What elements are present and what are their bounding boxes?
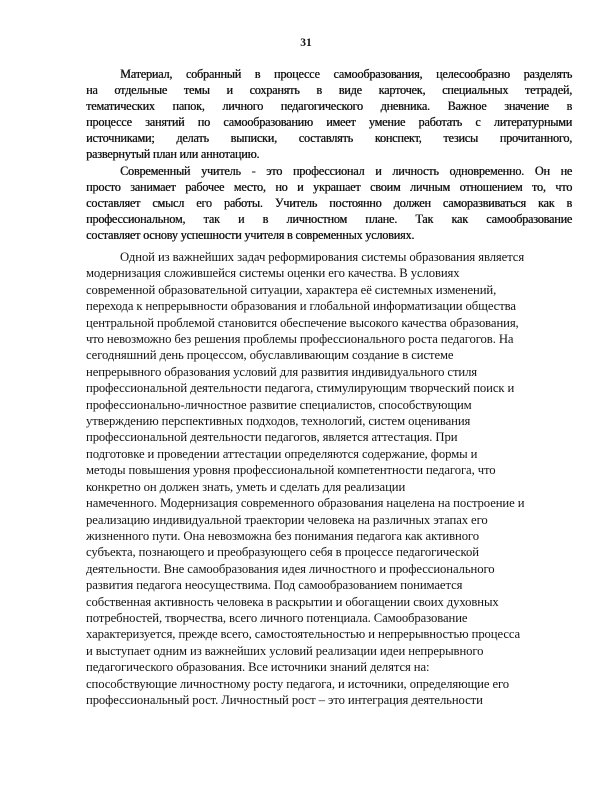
- text-line: развернутый план или аннотацию.: [86, 147, 260, 162]
- text-line: центральной проблемой становится обеспечение высокого качества образования,: [86, 315, 519, 330]
- text-line: потребностей, творчества, всего личного потенциала. Самообразование: [86, 610, 468, 625]
- text-line: намеченного. Модернизация современного образования нацелена на построение и: [86, 496, 525, 511]
- text-line: способствующие личностному росту педагога, и источники, определяющие его: [86, 676, 510, 691]
- text-line: методы повышения уровня профессиональной компетентности педагога, что: [86, 463, 496, 478]
- text-line: профессиональной деятельности педагогов, является аттестация. При: [86, 430, 458, 445]
- text-line: составляет основу успешности учителя в современных условиях.: [86, 228, 415, 243]
- text-line: субъекта, познающего и преобразующего себя в процессе педагогической: [86, 545, 479, 560]
- text-line: что невозможно без решения проблемы профессионального роста педагогов. На: [86, 332, 514, 347]
- text-line: жизненного пути. Она невозможна без понимания педагога как активного: [86, 528, 479, 543]
- text-line: перехода к непрерывности образования и глобальной информатизации общества: [86, 299, 516, 314]
- paragraph-modern-teacher: [86, 163, 572, 243]
- text-line: составляет смысл его работы. Учитель постоянно должен саморазвиваться как в: [86, 196, 572, 211]
- text-line: просто занимает рабочее место, но и украшает своим личным отношением то, что: [86, 180, 572, 195]
- text-line: реализацию индивидуальной траектории человека на различных этапах его: [86, 512, 488, 527]
- text-line: сегодняшний день процессом, обуславливающим создание в системе: [86, 348, 454, 363]
- text-line: утверждению перспективных подходов, технологий, систем оценивания: [86, 414, 471, 429]
- text-line: развития педагога неосуществима. Под самообразованием понимается: [86, 578, 463, 593]
- text-line: тематических папок, личного педагогического дневника. Важное значение в: [86, 99, 572, 114]
- text-line: на отдельные темы и сохранять в виде карточек, специальных тетрадей,: [86, 83, 572, 98]
- text-line: современной образовательной ситуации, характера её системных изменений,: [86, 282, 497, 297]
- text-line: подготовке и проведении аттестации определяются содержание, формы и: [86, 446, 478, 461]
- text-line: профессиональном, так и в личностном плане. Так как самообразование: [86, 212, 572, 227]
- text-line: конкретно он должен знать, уметь и сделать для реализации: [86, 479, 406, 494]
- text-line: деятельности. Вне самообразования идея личностного и профессионального: [86, 561, 495, 576]
- text-line: Материал, собранный в процессе самообразования, целесообразно разделять: [120, 67, 572, 81]
- text-line: профессиональной деятельности педагога, стимулирующим творческий поиск и: [86, 381, 515, 396]
- paragraph-material-storage: [86, 66, 572, 163]
- text-line: непрерывного образования условий для развития индивидуального стиля: [86, 364, 478, 379]
- text-line: педагогического образования. Все источники знаний делятся на:: [86, 660, 430, 675]
- page-number: 31: [300, 37, 312, 49]
- text-line: модернизация сложившейся системы оценки его качества. В условиях: [86, 266, 460, 281]
- text-line: и выступает одним из важнейших условий реализации идеи непрерывного: [86, 643, 484, 658]
- text-line: профессиональный рост. Личностный рост – это интеграция деятельности: [86, 692, 483, 707]
- text-line: собственная активность человека в раскрытии и обогащении своих духовных: [86, 594, 499, 609]
- text-line: Современный учитель - это профессионал и личность одновременно. Он не: [120, 164, 572, 178]
- text-line: процессе занятий по самообразованию имеет умение работать с литературными: [86, 115, 572, 130]
- text-line: Одной из важнейших задач реформирования системы образования является: [120, 250, 525, 264]
- text-line: профессионально-личностное развитие специалистов, способствующим: [86, 397, 472, 412]
- text-line: источниками; делать выписки, составлять конспект, тезисы прочитанного,: [86, 131, 572, 146]
- text-line: характеризуется, прежде всего, самостоятельностью и непрерывностью процесса: [86, 627, 521, 642]
- paragraph-reform-attestation: [86, 249, 572, 708]
